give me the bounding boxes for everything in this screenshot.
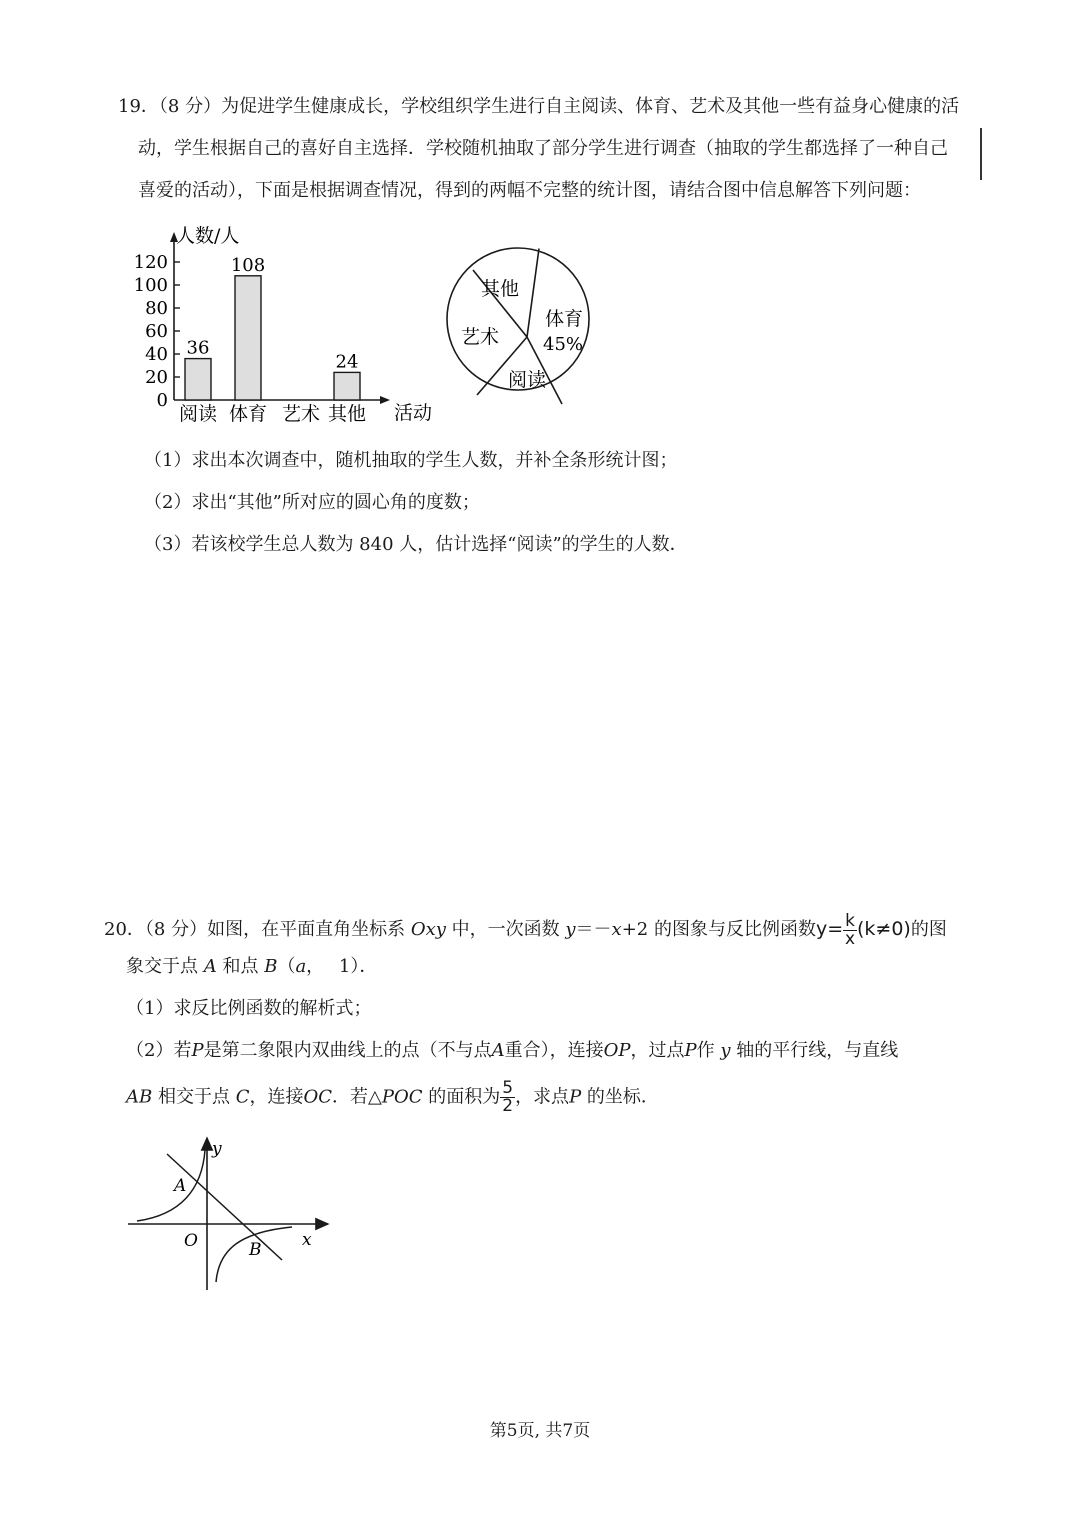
- bar-value-label: 24: [335, 351, 359, 373]
- pie-label-sport: 体育: [545, 308, 584, 330]
- q20-fraction-k-over-x: [843, 910, 857, 949]
- bar-chart-y-tick-label: 0: [156, 390, 168, 411]
- origin-label: O: [184, 1231, 198, 1251]
- q20-line-2: [126, 954, 377, 980]
- q20-l2-e: （: [277, 956, 296, 977]
- q20-l2-a: 象交于点: [126, 956, 198, 977]
- q19-sub-3: （3）若该校学生总人数为 840 人，估计选择“阅读”的学生的人数．: [144, 534, 688, 555]
- q20-l1-h: y=: [815, 918, 844, 940]
- q20-l2-c: 和点: [222, 956, 259, 977]
- q20-sub-1: （1）求反比例函数的解析式；: [126, 998, 372, 1019]
- q20-s2-e: 重合），连接: [504, 1040, 604, 1061]
- q20-s3-h: 的面积为: [428, 1086, 501, 1108]
- pie-divider-1: [527, 249, 539, 338]
- q20-s3-b: 相交于点: [157, 1086, 230, 1108]
- q19-line-3: 喜爱的活动），下面是根据调查情况，得到的两幅不完整的统计图，请结合图中信息解答下列问题：: [138, 180, 921, 201]
- q20-s2-k: 轴的平行线，与直线: [736, 1040, 899, 1061]
- q20-l1-g: +2 的图象与反比例函数: [621, 919, 816, 940]
- q20-s2-f: OP: [603, 1040, 631, 1061]
- q20-s2-b: P: [191, 1040, 204, 1061]
- q19-line-1: 19．（8 分）为促进学生健康成长，学校组织学生进行自主阅读、体育、艺术及其他一些有益身心健康的活: [118, 96, 960, 117]
- q20-s2-a: （2）若: [126, 1040, 192, 1061]
- bar-value-label: 36: [186, 337, 210, 359]
- pie-label-art: 艺术: [461, 326, 500, 348]
- hyperbola-branch-2nd-quadrant: [137, 1150, 205, 1221]
- bar-1: [235, 276, 261, 400]
- q20-s3-a: AB: [126, 1086, 153, 1108]
- q20-s2-d: A: [491, 1040, 505, 1061]
- q20-l1-j: 的图: [910, 919, 947, 940]
- q20-area-den: 2: [502, 1096, 514, 1116]
- q20-s2-g: ，过点: [630, 1040, 685, 1061]
- q20-l1-e: ＝－: [575, 919, 612, 940]
- q19-line-2: 动，学生根据自己的喜好自主选择．学校随机抽取了部分学生进行调查（抽取的学生都选择了一种自己: [138, 138, 948, 159]
- q20-sub-2-cont: [126, 1080, 659, 1115]
- pie-label-other: 其他: [481, 278, 520, 300]
- bar-category-label: 阅读: [178, 403, 218, 425]
- bar-category-label: 其他: [327, 403, 367, 425]
- q20-s3-i: ，求点: [515, 1086, 570, 1108]
- q20-s3-k: 的坐标．: [586, 1086, 659, 1108]
- q20-l1-c: 中，一次函数: [451, 919, 560, 940]
- q20-l2-b: A: [203, 956, 217, 977]
- q20-frac-den: x: [845, 928, 856, 949]
- q20-s3-f: ．若△: [332, 1086, 382, 1108]
- bar-3: [334, 372, 360, 400]
- q20-l2-f: a: [295, 956, 307, 977]
- bar-chart-y-tick-label: 80: [145, 298, 168, 319]
- q20-l1-f: x: [611, 919, 622, 940]
- bar-chart-y-tick-label: 100: [133, 275, 168, 296]
- x-axis-label: x: [302, 1230, 312, 1250]
- q20-frac-num: k: [845, 910, 855, 931]
- pie-label-sport-percent: 45%: [543, 334, 584, 355]
- q20-s3-c: C: [235, 1086, 250, 1108]
- bar-chart-ylabel: 人数/人: [176, 225, 240, 247]
- q20-sub-2: [126, 1038, 898, 1064]
- q20-s2-i: 作: [696, 1040, 715, 1061]
- bar-chart-xlabel: 活动: [394, 402, 433, 424]
- q20-s3-e: OC: [303, 1086, 333, 1108]
- q20-l1-a: 20．（8 分）如图，在平面直角坐标系: [104, 919, 406, 940]
- bar-chart-x-arrow: [380, 396, 390, 404]
- q19-sub-2: （2）求出“其他”所对应的圆心角的度数；: [144, 492, 480, 513]
- q20-s3-j: P: [569, 1086, 582, 1108]
- point-b-label: B: [249, 1240, 262, 1260]
- bar-chart-y-tick-label: 60: [145, 321, 168, 342]
- y-axis-label: y: [212, 1139, 222, 1159]
- bar-chart: [130, 222, 450, 432]
- q20-area-num: 5: [502, 1078, 514, 1098]
- q20-s3-g: POC: [381, 1086, 423, 1108]
- q20-l1-b: Oxy: [410, 919, 446, 940]
- page-footer: 第5页, 共7页: [489, 1421, 591, 1441]
- bar-chart-y-tick-label: 120: [133, 252, 168, 273]
- bar-chart-y-tick-label: 40: [145, 344, 168, 365]
- q20-l1-d: y: [565, 919, 576, 940]
- q20-s2-c: 是第二象限内双曲线上的点（不与点: [203, 1040, 492, 1061]
- bar-0: [185, 359, 211, 400]
- q20-s2-h: P: [684, 1040, 697, 1061]
- q20-s2-j: y: [720, 1040, 731, 1061]
- pie-chart: [444, 226, 594, 412]
- bar-chart-y-tick-label: 20: [145, 367, 168, 388]
- q20-l1-i: (k≠0): [856, 918, 911, 940]
- bar-category-label: 体育: [228, 403, 268, 425]
- bar-category-label: 艺术: [281, 403, 321, 425]
- margin-rule: [980, 128, 982, 180]
- q20-s3-d: ，连接: [249, 1086, 304, 1108]
- q19-sub-1: （1）求出本次调查中，随机抽取的学生人数，并补全条形统计图；: [144, 450, 678, 471]
- coordinate-figure: [120, 1130, 340, 1295]
- q20-l2-g: ， 1）．: [306, 956, 378, 977]
- q20-fraction-five-halves: [500, 1080, 515, 1115]
- point-a-label: A: [174, 1176, 187, 1196]
- q20-l2-d: B: [264, 956, 278, 977]
- q20-line-1: [104, 912, 947, 948]
- bar-value-label: 108: [230, 254, 266, 276]
- pie-label-reading: 阅读: [508, 369, 547, 391]
